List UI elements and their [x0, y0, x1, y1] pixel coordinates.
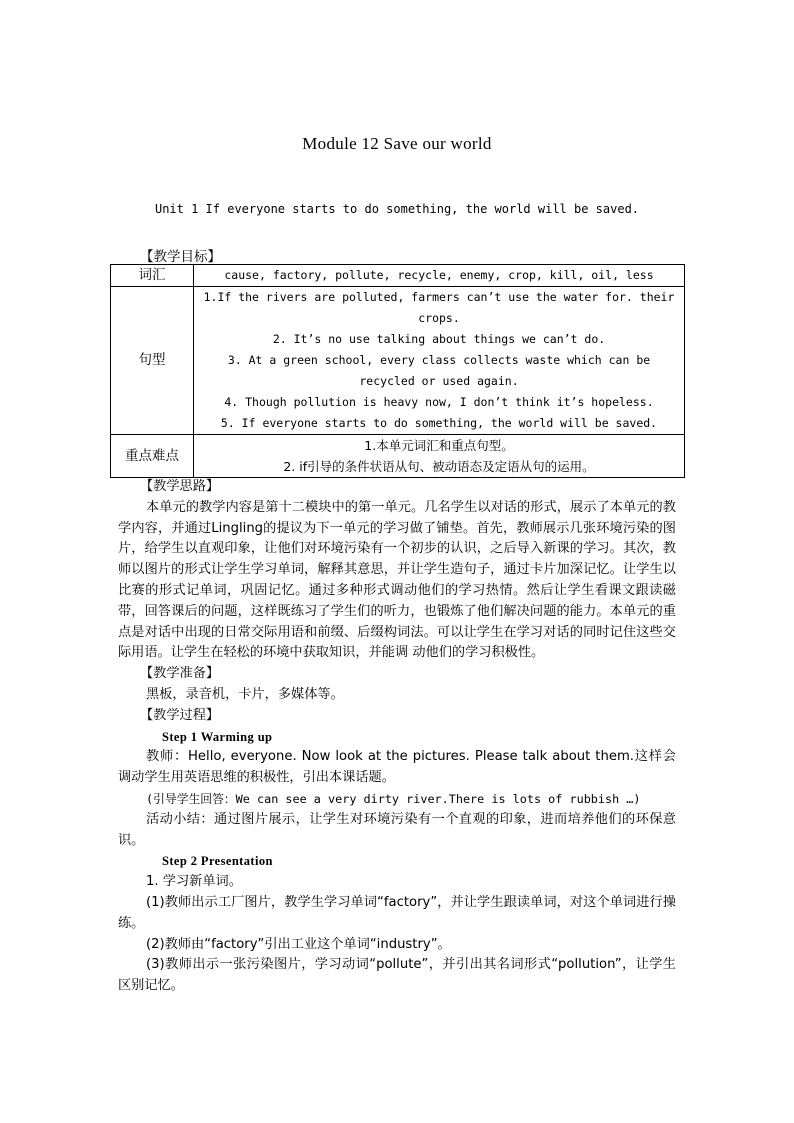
prep-heading: 【教学准备】 — [140, 666, 220, 682]
vocab-list: cause, factory, pollute, recycle, enemy, crop, kill, oil, less — [194, 265, 685, 287]
sentence-item: 2. It’s no use talking about things we can’t do. — [272, 332, 606, 346]
key-points-row — [111, 435, 685, 478]
document-body — [118, 477, 676, 997]
step1-answer: (引导学生回答：We can see a very dirty river.There is lots of rubbish …) — [146, 791, 641, 806]
key-point-item: 2. if引导的条件状语从句、被动语态及定语从句的运用。 — [283, 459, 595, 474]
step2-sub3: (3)教师出示一张污染图片，学习动词“pollute”，并引出其名词形式“pollution”，让学生区别记忆。 — [118, 957, 676, 994]
key-points-list — [194, 435, 685, 478]
teaching-goals-heading: 【教学目标】 — [140, 249, 221, 265]
vocab-label: 词汇 — [111, 265, 194, 287]
key-points-label: 重点难点 — [111, 435, 194, 478]
step1-teacher-line: 教师：Hello, everyone. Now look at the pictures. Please talk about them.这样会调动学生用英语思维的积极性，引出本课话题。 — [118, 749, 676, 786]
teaching-goals-table — [110, 264, 685, 478]
sentence-row — [111, 287, 685, 435]
step1-title: Step 1 Warming up — [162, 729, 273, 744]
page-title: Module 12 Save our world — [302, 134, 492, 153]
process-heading: 【教学过程】 — [140, 707, 220, 723]
step2-item1: 1. 学习新单词。 — [146, 874, 242, 890]
step2-sub2: (2)教师由“factory”引出工业这个单词“industry”。 — [146, 936, 451, 952]
sentence-item: 4. Though pollution is heavy now, I don’t think it’s hopeless. — [224, 395, 654, 409]
sentence-item: 3. At a green school, every class collects waste which can be recycled or used again. — [227, 353, 651, 388]
prep-paragraph: 黑板，录音机，卡片，多媒体等。 — [146, 686, 344, 702]
sentence-item: 5. If everyone starts to do something, the world will be saved. — [220, 416, 658, 430]
thinking-paragraph: 本单元的教学内容是第十二模块中的第一单元。几名学生以对话的形式，展示了本单元的教学内容，并通过Lingling的提议为下一单元的学习做了铺垫。首先，教师展示几张环境污染的图片，给学生以直观印象，让他们对环境污染有一个初步的认识，之后导入新课的学习。其次，教师以图片的形式让学生学习单词，解释其意思，并让学生造句子，通过卡片加深记忆。让学生以比赛的形式记单词，巩固记忆。通过多种形式调动他们的学习热情。然后让学生看课文跟读磁带，回答课后的问题，这样既练习了学生们的听力，也锻炼了他们解决问题的能力。本单元的重点是对话中出现的日常交际用语和前缀、后缀构词法。可以让学生在学习对话的同时记住这些交际用语。让学生在轻松的环境中获取知识，并能调 动他们的学习积极性。 — [118, 499, 676, 661]
unit-subtitle: Unit 1 If everyone starts to do something, the world will be saved. — [154, 202, 640, 216]
step1-summary: 活动小结：通过图片展示，让学生对环境污染有一个直观的印象，进而培养他们的环保意识。 — [118, 811, 676, 848]
sentence-label: 句型 — [111, 287, 194, 435]
step2-sub1: (1)教师出示工厂图片，教学生学习单词“factory”，并让学生跟读单词，对这个单词进行操练。 — [118, 894, 676, 931]
vocab-row — [111, 265, 685, 287]
sentence-item: 1.If the rivers are polluted, farmers can’t use the water for. their crops. — [203, 290, 675, 325]
thinking-heading: 【教学思路】 — [140, 479, 220, 494]
key-point-item: 1.本单元词汇和重点句型。 — [364, 438, 514, 453]
step2-title: Step 2 Presentation — [162, 854, 273, 869]
sentence-list — [194, 287, 685, 435]
